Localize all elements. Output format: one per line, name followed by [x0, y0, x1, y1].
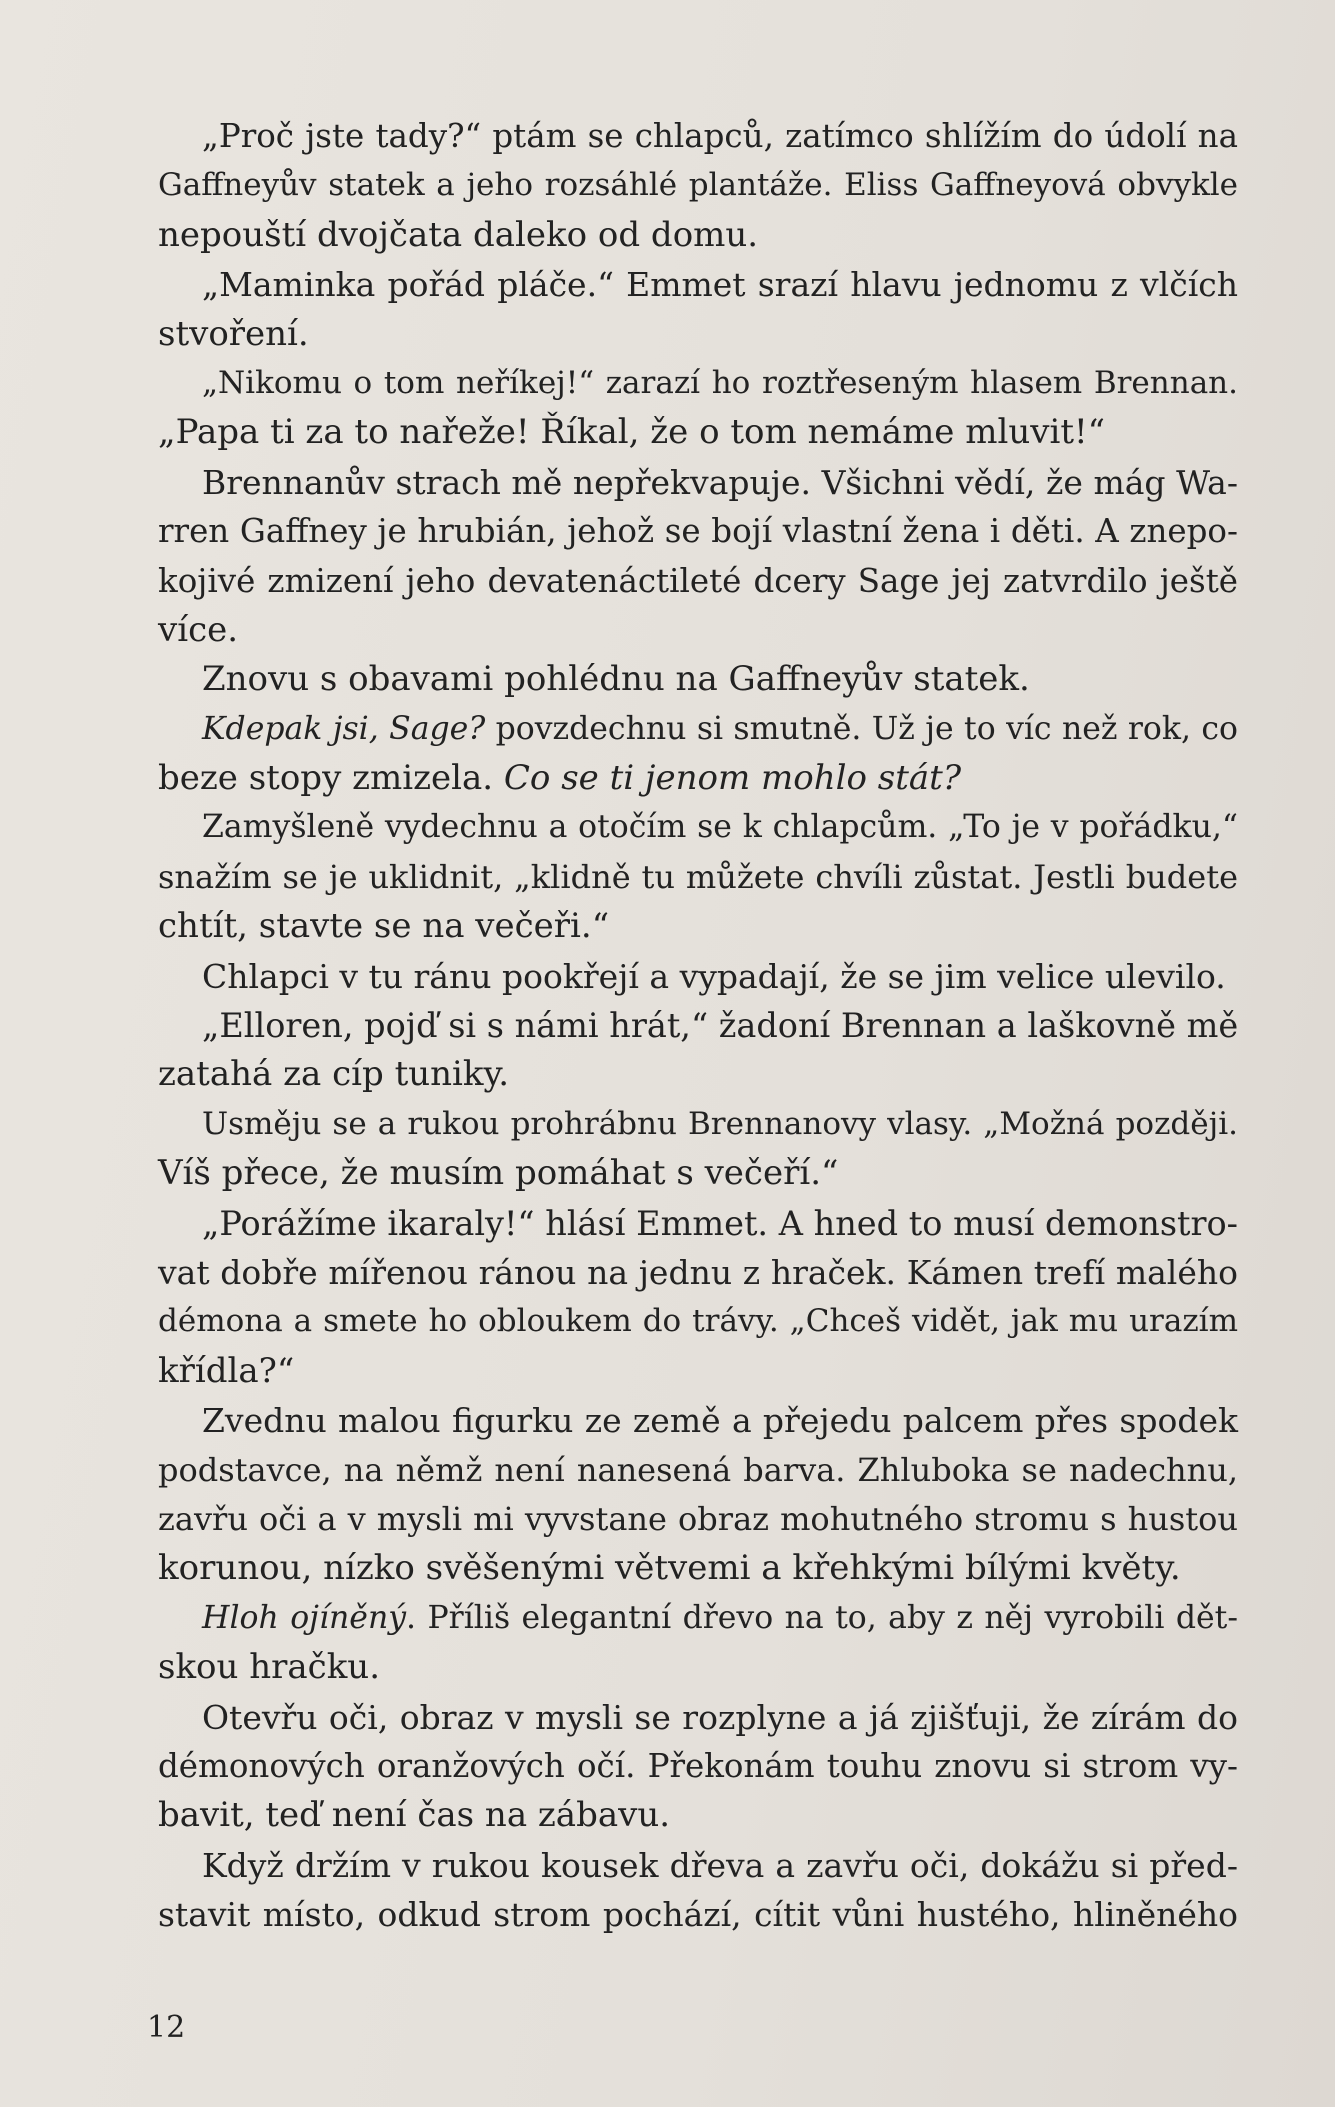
text-segment: „Elloren, pojď si s námi hrát,“ žadoní Brennan a laškovně mě [202, 1006, 1239, 1046]
text-segment: stvoření. [158, 313, 309, 354]
text-line [158, 1396, 1238, 1445]
text-line [158, 1693, 1238, 1742]
text-line [158, 557, 1238, 606]
text-segment: Zvednu malou figurku ze země a přejedu palcem přes spodek [202, 1401, 1238, 1441]
text-line [158, 1199, 1238, 1248]
text-segment: povzdechnu si smutně. Už je to víc než rok, co [485, 710, 1238, 747]
text-line [158, 803, 1238, 852]
text-line [158, 507, 1238, 556]
text-segment: korunou, nízko svěšenými větvemi a křehkými bílými květy. [158, 1548, 1181, 1589]
text-line [158, 1050, 1238, 1099]
text-line [158, 1791, 1238, 1840]
text-segment: beze stopy zmizela. [158, 758, 504, 799]
text-segment: Otevřu oči, obraz v mysli se rozplyne a já zjišťuji, že zírám do [202, 1697, 1238, 1737]
text-line [158, 1001, 1238, 1050]
text-segment: Když držím v rukou kousek dřeva a zavřu oči, dokážu si před- [202, 1845, 1238, 1885]
text-line [158, 211, 1238, 260]
text-line [158, 754, 1238, 803]
text-line [158, 705, 1238, 754]
text-line [158, 1495, 1238, 1544]
text-segment: více. [158, 609, 239, 650]
text-line [158, 902, 1238, 951]
text-segment: nepouští dvojčata daleko od domu. [158, 214, 759, 255]
text-line [158, 1347, 1238, 1396]
text-line [158, 310, 1238, 359]
text-segment: podstavce, na němž není nanesená barva. Zhluboka se nadechnu, [158, 1450, 1238, 1489]
text-segment: chtít, stavte se na večeři.“ [158, 906, 610, 947]
text-line [158, 1149, 1238, 1198]
text-line [158, 359, 1238, 408]
text-segment: zatahá za cíp tuniky. [158, 1054, 510, 1095]
text-segment: stavit místo, odkud strom pochází, cítit vůni hustého, hliněného [158, 1895, 1238, 1935]
text-line [158, 655, 1238, 704]
text-line [158, 260, 1238, 309]
text-segment: křídla?“ [158, 1350, 295, 1391]
text-segment: „Maminka pořád pláče.“ Emmet srazí hlavu jednomu z vlčích [202, 265, 1238, 305]
text-segment: „Papa ti za to nařeže! Říkal, že o tom nemáme mluvit!“ [158, 412, 1106, 453]
italic-text-segment: Co se ti jenom mohlo stát? [503, 758, 962, 799]
text-segment: zavřu oči a v mysli mi vyvstane obraz mohutného stromu s hustou [158, 1499, 1238, 1538]
text-line [158, 1841, 1238, 1890]
text-line [158, 112, 1238, 161]
text-line [158, 408, 1238, 457]
text-segment: Zamyšleně vydechnu a otočím se k chlapcům. „To je v pořádku,“ [202, 809, 1238, 846]
text-segment: rren Gaffney je hrubián, jehož se bojí vlastní žena i děti. A znepo- [158, 512, 1238, 551]
text-segment: démonových oranžových očí. Překonám touhu znovu si strom vy- [158, 1746, 1238, 1785]
text-segment: „Proč jste tady?“ ptám se chlapců, zatímco shlížím do údolí na [202, 117, 1238, 155]
text-segment: kojivé zmizení jeho devatenáctileté dcery Sage jej zatvrdilo ještě [158, 561, 1238, 600]
text-line [158, 606, 1238, 655]
text-segment: skou hračku. [158, 1647, 380, 1688]
italic-text-segment: Hloh ojíněný [202, 1599, 407, 1636]
text-line [158, 1297, 1238, 1346]
text-segment: . Příliš elegantní dřevo na to, aby z něj vyrobili dět- [406, 1599, 1238, 1636]
body-text [158, 112, 1238, 1939]
text-line [158, 1446, 1238, 1495]
text-line [158, 1742, 1238, 1791]
text-segment: snažím se je uklidnit, „klidně tu můžete chvíli zůstat. Jestli budete [158, 857, 1238, 896]
text-line [158, 458, 1238, 507]
text-line [158, 161, 1238, 210]
text-segment: „Porážíme ikaraly!“ hlásí Emmet. A hned to musí demonstro- [202, 1203, 1238, 1243]
text-segment: Znovu s obavami pohlédnu na Gaffneyův statek. [202, 659, 1030, 700]
text-line [158, 952, 1238, 1001]
text-line [158, 1594, 1238, 1643]
text-segment: Usměju se a rukou prohrábnu Brennanovy vlasy. „Možná později. [202, 1105, 1238, 1142]
text-segment: Gaffneyův statek a jeho rozsáhlé plantáže. Eliss Gaffneyová obvykle [158, 167, 1238, 204]
text-line [158, 1643, 1238, 1692]
page-number: 12 [147, 2010, 186, 2045]
text-line [158, 853, 1238, 902]
text-line [158, 1890, 1238, 1939]
text-segment: „Nikomu o tom neříkej!“ zarazí ho roztřeseným hlasem Brennan. [202, 364, 1238, 401]
text-line [158, 1248, 1238, 1297]
text-segment: démona a smete ho obloukem do trávy. „Chceš vidět, jak mu urazím [158, 1303, 1238, 1340]
italic-text-segment: Kdepak jsi, Sage? [202, 710, 486, 747]
text-segment: bavit, teď není čas na zábavu. [158, 1795, 671, 1836]
text-segment: Víš přece, že musím pomáhat s večeří.“ [158, 1153, 839, 1194]
text-segment: Brennanův strach mě nepřekvapuje. Všichni vědí, že mág Wa- [202, 462, 1238, 502]
text-line [158, 1544, 1238, 1593]
text-line [158, 1100, 1238, 1149]
text-segment: Chlapci v tu ránu pookřejí a vypadají, že se jim velice ulevilo. [202, 956, 1226, 996]
text-segment: vat dobře mířenou ránou na jednu z hraček. Kámen trefí malého [158, 1252, 1238, 1292]
